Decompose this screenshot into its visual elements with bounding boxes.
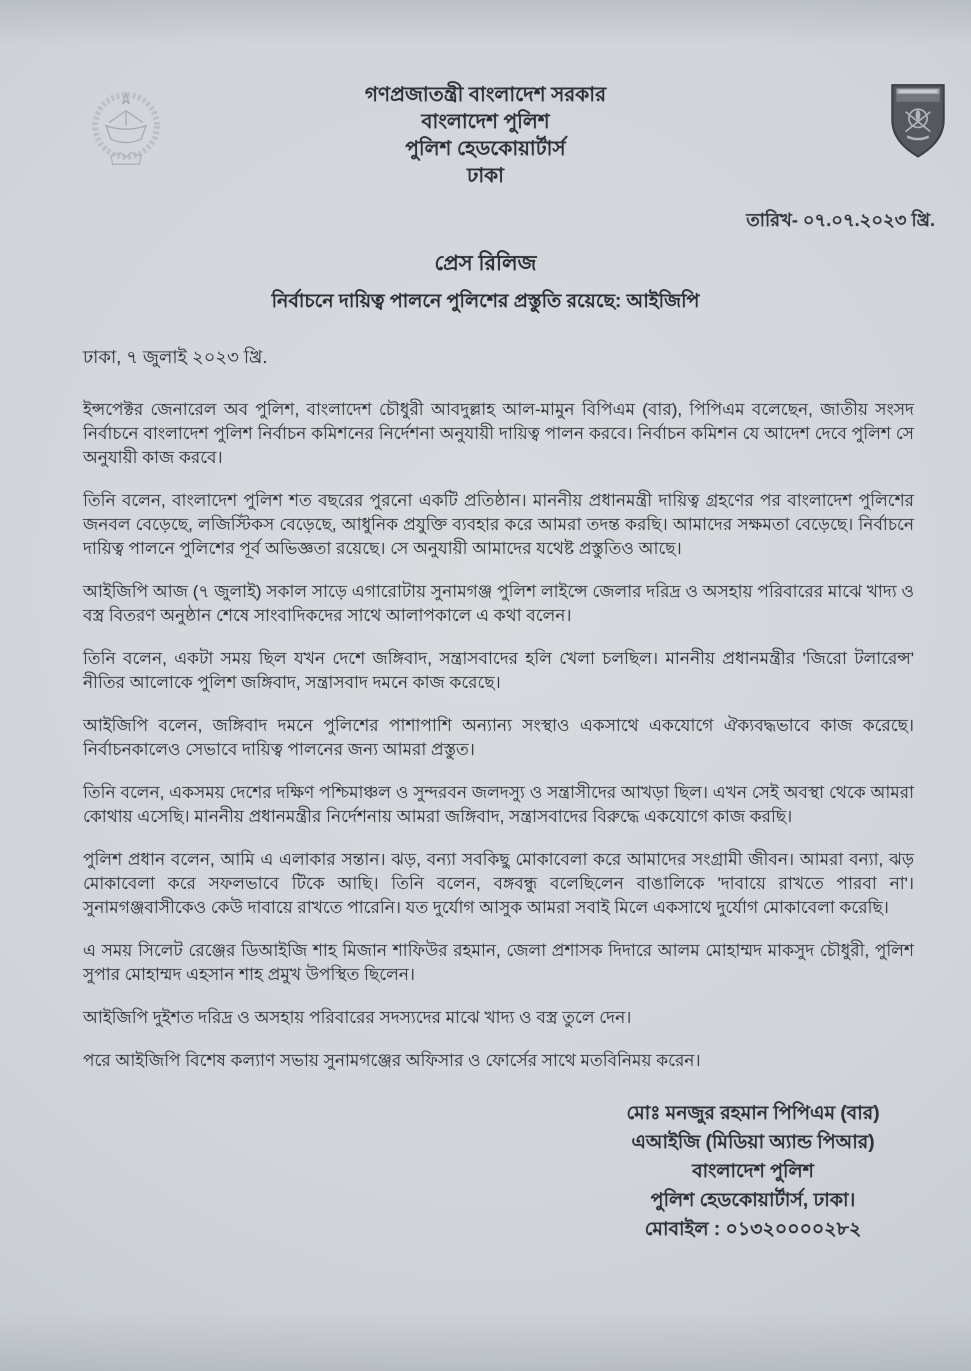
letterhead-org-line: বাংলাদেশ পুলিশ	[421, 111, 550, 133]
letterhead-city-line: ঢাকা	[467, 165, 504, 187]
paragraph-1: ইন্সপেক্টর জেনারেল অব পুলিশ, বাংলাদেশ চৌধুরী আবদুল্লাহ আল-মামুন বিপিএম (বার), পিপিএম বলেছেন, জাতীয় সংসদ নির্বাচনে বাংলাদেশ পুলিশ নির্বাচন কমিশনের নির্দেশনা অনুযায়ী দায়িত্ব পালন করবে। নির্বাচন কমিশন যে আদেশ দেবে পুলিশ সে অনুযায়ী কাজ করবে।	[83, 400, 914, 467]
document-subtitle: নির্বাচনে দায়িত্ব পালনে পুলিশের প্রস্তুতি রয়েছে: আইজিপি	[271, 291, 700, 312]
paragraph-6: তিনি বলেন, একসময় দেশের দক্ষিণ পশ্চিমাঞ্চল ও সুন্দরবন জলদস্যু ও সন্ত্রাসীদের আখড়া ছিল। এখন সেই অবস্থা থেকে আমরা কোথায় এসেছি। মাননীয় প্রধানমন্ত্রীর নির্দেশনায় আমরা জঙ্গিবাদ, সন্ত্রাসবাদের বিরুদ্ধে একযোগে কাজ করছি।	[83, 783, 914, 826]
document-title: প্রেস রিলিজ	[434, 252, 537, 275]
government-seal-icon	[84, 84, 168, 176]
signature-block	[563, 1099, 943, 1244]
paragraph-8: এ সময় সিলেট রেঞ্জের ডিআইজি শাহ মিজান শাফিউর রহমান, জেলা প্রশাসক দিদারে আলম মোহাম্মদ মাকসুদ চৌধুরী, পুলিশ সুপার মোহাম্মদ এহসান শাহ প্রমুখ উপস্থিত ছিলেন।	[83, 941, 914, 984]
signatory-name: মোঃ মনজুর রহমান পিপিএম (বার)	[626, 1103, 880, 1124]
letterhead-office-line: পুলিশ হেডকোয়ার্টার্স	[405, 138, 566, 160]
signatory-mobile: মোবাইল : ০১৩২০০০০২৮২	[644, 1219, 862, 1240]
body-dateline: ঢাকা, ৭ জুলাই ২০২৩ খ্রি.	[83, 347, 268, 367]
paragraph-5: আইজিপি বলেন, জঙ্গিবাদ দমনে পুলিশের পাশাপাশি অন্যান্য সংস্থাও একসাথে একযোগে ঐক্যবদ্ধভাবে কাজ করেছে। নির্বাচনকালেও সেভাবে দায়িত্ব পালনের জন্য আমরা প্রস্তুত।	[83, 716, 914, 759]
document-body	[83, 343, 914, 1073]
signatory-designation: এআইজি (মিডিয়া অ্যান্ড পিআর)	[631, 1132, 875, 1153]
document-date: তারিখ- ০৭.০৭.২০২৩ খ্রি.	[746, 210, 935, 230]
paragraph-7: পুলিশ প্রধান বলেন, আমি এ এলাকার সন্তান। ঝড়, বন্যা সবকিছু মোকাবেলা করে আমাদের সংগ্রামী জীবন। আমরা বন্যা, ঝড় মোকাবেলা করে সফলভাবে টিকে আছি। তিনি বলেন, বঙ্গবন্ধু বলেছিলেন বাঙালিকে 'দাবায়ে রাখতে পারবা না'। সুনামগঞ্জবাসীকেও কেউ দাবায়ে রাখতে পারেনি। যত দুর্যোগ আসুক আমরা সবাই মিলে একসাথে দুর্যোগ মোকাবেলা করেছি।	[83, 850, 914, 917]
signatory-office: পুলিশ হেডকোয়ার্টার্স, ঢাকা।	[650, 1190, 856, 1211]
bangladesh-police-crest-icon	[889, 78, 947, 162]
paragraph-4: তিনি বলেন, একটা সময় ছিল যখন দেশে জঙ্গিবাদ, সন্ত্রাসবাদের হলি খেলা চলছিল। মাননীয় প্রধানমন্ত্রীর 'জিরো টলারেন্স' নীতির আলোকে পুলিশ জঙ্গিবাদ, সন্ত্রাসবাদ দমনে কাজ করেছে।	[83, 649, 914, 692]
letterhead-government-line: গণপ্রজাতন্ত্রী বাংলাদেশ সরকার	[364, 84, 607, 106]
signatory-organization: বাংলাদেশ পুলিশ	[692, 1161, 814, 1182]
paragraph-10: পরে আইজিপি বিশেষ কল্যাণ সভায় সুনামগঞ্জের অফিসার ও ফোর্সের সাথে মতবিনিময় করেন।	[83, 1051, 701, 1070]
paragraph-2: তিনি বলেন, বাংলাদেশ পুলিশ শত বছরের পুরনো একটি প্রতিষ্ঠান। মাননীয় প্রধানমন্ত্রী দায়িত্ব গ্রহণের পর বাংলাদেশ পুলিশের জনবল বেড়েছে, লজিস্টিকস বেড়েছে, আধুনিক প্রযুক্তি ব্যবহার করে আমরা তদন্ত করছি। আমাদের সক্ষমতা বেড়েছে। নির্বাচনে দায়িত্ব পালনে পুলিশের পূর্ব অভিজ্ঞতা রয়েছে। সে অনুযায়ী আমাদের যথেষ্ট প্রস্তুতিও আছে।	[83, 491, 914, 558]
paragraph-3: আইজিপি আজ (৭ জুলাই) সকাল সাড়ে এগারোটায় সুনামগঞ্জ পুলিশ লাইন্সে জেলার দরিদ্র ও অসহায় পরিবারের মাঝে খাদ্য ও বস্ত্র বিতরণ অনুষ্ঠান শেষে সাংবাদিকদের সাথে আলাপকালে এ কথা বলেন।	[83, 582, 914, 625]
paragraph-9: আইজিপি দুইশত দরিদ্র ও অসহায় পরিবারের সদস্যদের মাঝে খাদ্য ও বস্ত্র তুলে দেন।	[83, 1008, 632, 1027]
